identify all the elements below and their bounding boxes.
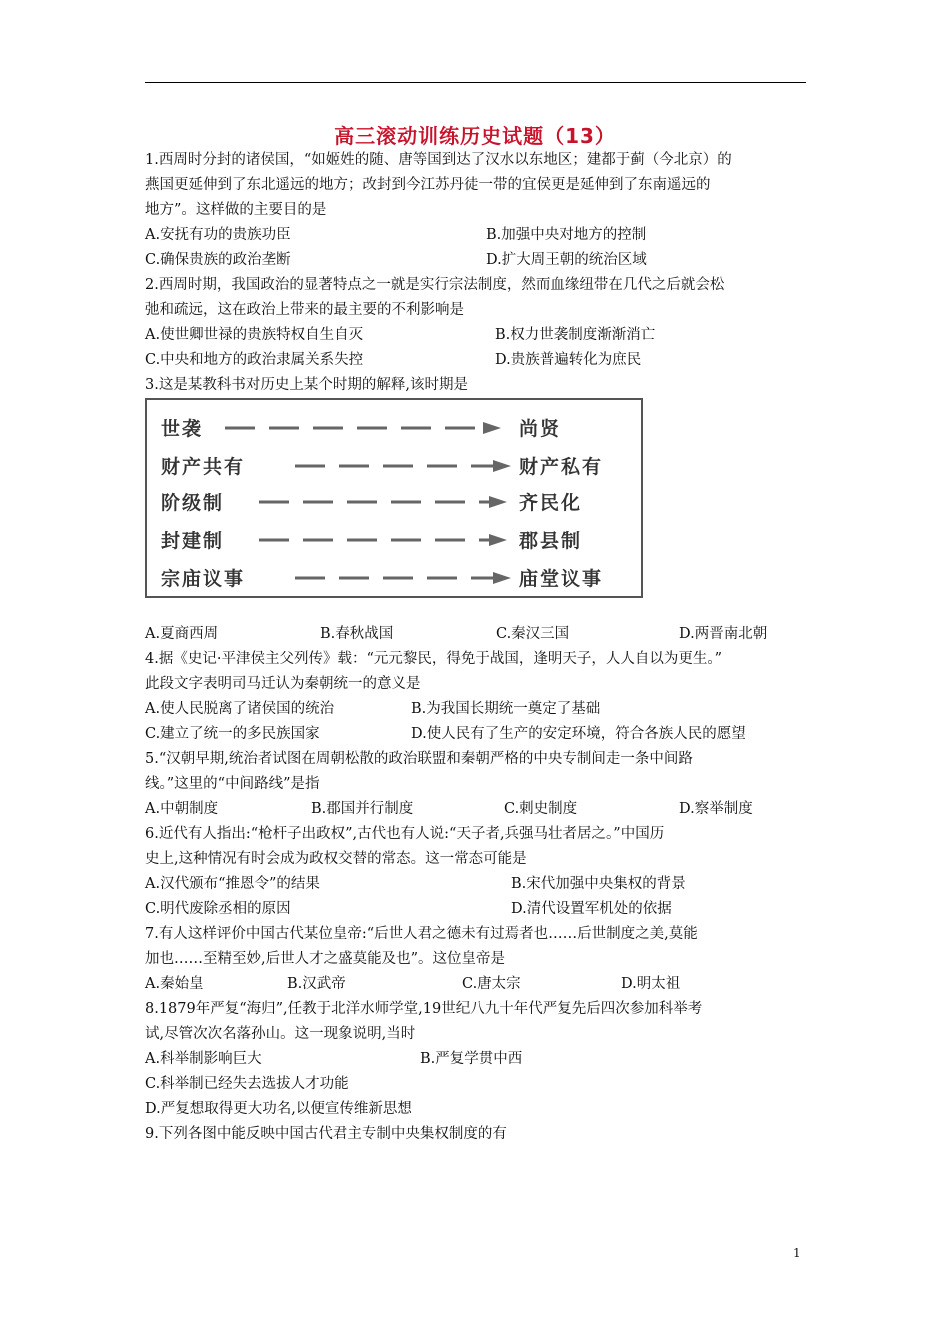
q8-option-a: A.科举制影响巨大 [145,1051,262,1067]
q2-option-a: A.使世卿世禄的贵族特权自生自灭 [145,327,364,343]
q1-option-b: B.加强中央对地方的控制 [486,227,647,243]
q5-stem-line-2: 线。”这里的“中间路线”是指 [145,776,320,792]
dashed-arrow-icon [259,489,509,515]
diagram-from-label: 阶级制 [161,492,225,514]
q6-option-a: A.汉代颁布“推恩令”的结果 [145,876,320,892]
q3-option-a: A.夏商西周 [145,626,219,642]
q4-stem-line-2: 此段文字表明司马迁认为秦朝统一的意义是 [145,676,421,692]
q4-option-d: D.使人民有了生产的安定环境，符合各族人民的愿望 [411,726,746,742]
q2-option-c: C.中央和地方的政治隶属关系失控 [145,352,364,368]
q5-stem-line-1: 5.“汉朝早期,统治者试图在周朝松散的政治联盟和秦朝严格的中央专制间走一条中间路 [145,751,693,767]
diagram-from-label: 世袭 [161,418,204,440]
q5-option-b: B.郡国并行制度 [311,801,414,817]
diagram-from-label: 封建制 [161,530,225,552]
diagram-row [147,412,641,442]
transition-diagram [145,398,643,598]
q2-option-b: B.权力世袭制度渐渐消亡 [495,327,656,343]
q5-option-d: D.察举制度 [679,801,753,817]
q6-option-c: C.明代废除丞相的原因 [145,901,291,917]
dashed-arrow-icon [259,527,509,553]
q8-option-b: B.严复学贯中西 [420,1051,523,1067]
diagram-from-label: 财产共有 [161,456,246,478]
q1-option-c: C.确保贵族的政治垄断 [145,252,291,268]
q5-option-a: A.中朝制度 [145,801,219,817]
q7-stem-line-1: 7.有人这样评价中国古代某位皇帝:“后世人君之德未有过焉者也……后世制度之美,莫能 [145,926,698,942]
q3-stem: 3.这是某教科书对历史上某个时期的解释,该时期是 [145,377,468,393]
q3-option-d: D.两晋南北朝 [679,626,768,642]
diagram-row [147,524,641,554]
q5-option-c: C.刺史制度 [504,801,578,817]
q8-option-c: C.科举制已经失去选拔人才功能 [145,1076,349,1092]
q8-stem-line-1: 8.1879年严复“海归”,任教于北洋水师学堂,19世纪八九十年代严复先后四次参加科举考 [145,1001,703,1017]
q6-option-b: B.宋代加强中央集权的背景 [511,876,686,892]
diagram-to-label: 庙堂议事 [519,568,604,590]
q8-stem-line-2: 试,尽管次次名落孙山。这一现象说明,当时 [145,1026,416,1042]
q4-stem-line-1: 4.据《史记·平津侯主父列传》载：“元元黎民，得免于战国，逢明天子，人人自以为更生。” [145,651,723,667]
diagram-row [147,486,641,516]
q1-option-d: D.扩大周王朝的统治区域 [486,252,647,268]
q7-option-c: C.唐太宗 [462,976,521,992]
header-rule [145,82,806,83]
q2-stem-line-2: 弛和疏远，这在政治上带来的最主要的不利影响是 [145,302,464,318]
dashed-arrow-icon [225,415,505,441]
q4-option-c: C.建立了统一的多民族国家 [145,726,320,742]
q1-stem-line-3: 地方”。这样做的主要目的是 [145,202,327,218]
q1-stem-line-1: 1.西周时分封的诸侯国，“如姬姓的随、唐等国到达了汉水以东地区；建都于蓟（今北京）的 [145,152,732,168]
q7-stem-line-2: 加也……至精至妙,后世人才之盛莫能及也”。这位皇帝是 [145,951,506,967]
diagram-from-label: 宗庙议事 [161,568,246,590]
diagram-row [147,562,641,592]
q8-option-d: D.严复想取得更大功名,以便宣传维新思想 [145,1101,412,1117]
q4-option-a: A.使人民脱离了诸侯国的统治 [145,701,335,717]
q1-option-a: A.安抚有功的贵族功臣 [145,227,291,243]
q7-option-a: A.秦始皇 [145,976,204,992]
diagram-to-label: 齐民化 [519,492,583,514]
q6-option-d: D.清代设置军机处的依据 [511,901,672,917]
q3-option-c: C.秦汉三国 [496,626,570,642]
q7-option-b: B.汉武帝 [287,976,346,992]
q2-stem-line-1: 2.西周时期，我国政治的显著特点之一就是实行宗法制度，然而血缘纽带在几代之后就会松 [145,277,725,293]
dashed-arrow-icon [295,565,515,591]
q3-option-b: B.春秋战国 [320,626,394,642]
page-number: 1 [793,1246,801,1260]
diagram-to-label: 财产私有 [519,456,604,478]
diagram-to-label: 尚贤 [519,418,562,440]
q6-stem-line-2: 史上,这种情况有时会成为政权交替的常态。这一常态可能是 [145,851,527,867]
q4-option-b: B.为我国长期统一奠定了基础 [411,701,601,717]
diagram-to-label: 郡县制 [519,530,583,552]
q9-stem: 9.下列各图中能反映中国古代君主专制中央集权制度的有 [145,1126,507,1142]
q1-stem-line-2: 燕国更延伸到了东北遥远的地方；改封到今江苏丹徒一带的宜侯更是延伸到了东南遥远的 [145,177,711,193]
page-title: 高三滚动训练历史试题（13） [334,124,616,148]
q7-option-d: D.明太祖 [621,976,681,992]
dashed-arrow-icon [295,453,515,479]
diagram-row [147,450,641,480]
q2-option-d: D.贵族普遍转化为庶民 [495,352,642,368]
q6-stem-line-1: 6.近代有人指出:“枪杆子出政权”,古代也有人说:“天子者,兵强马壮者居之。”中国历 [145,826,665,842]
